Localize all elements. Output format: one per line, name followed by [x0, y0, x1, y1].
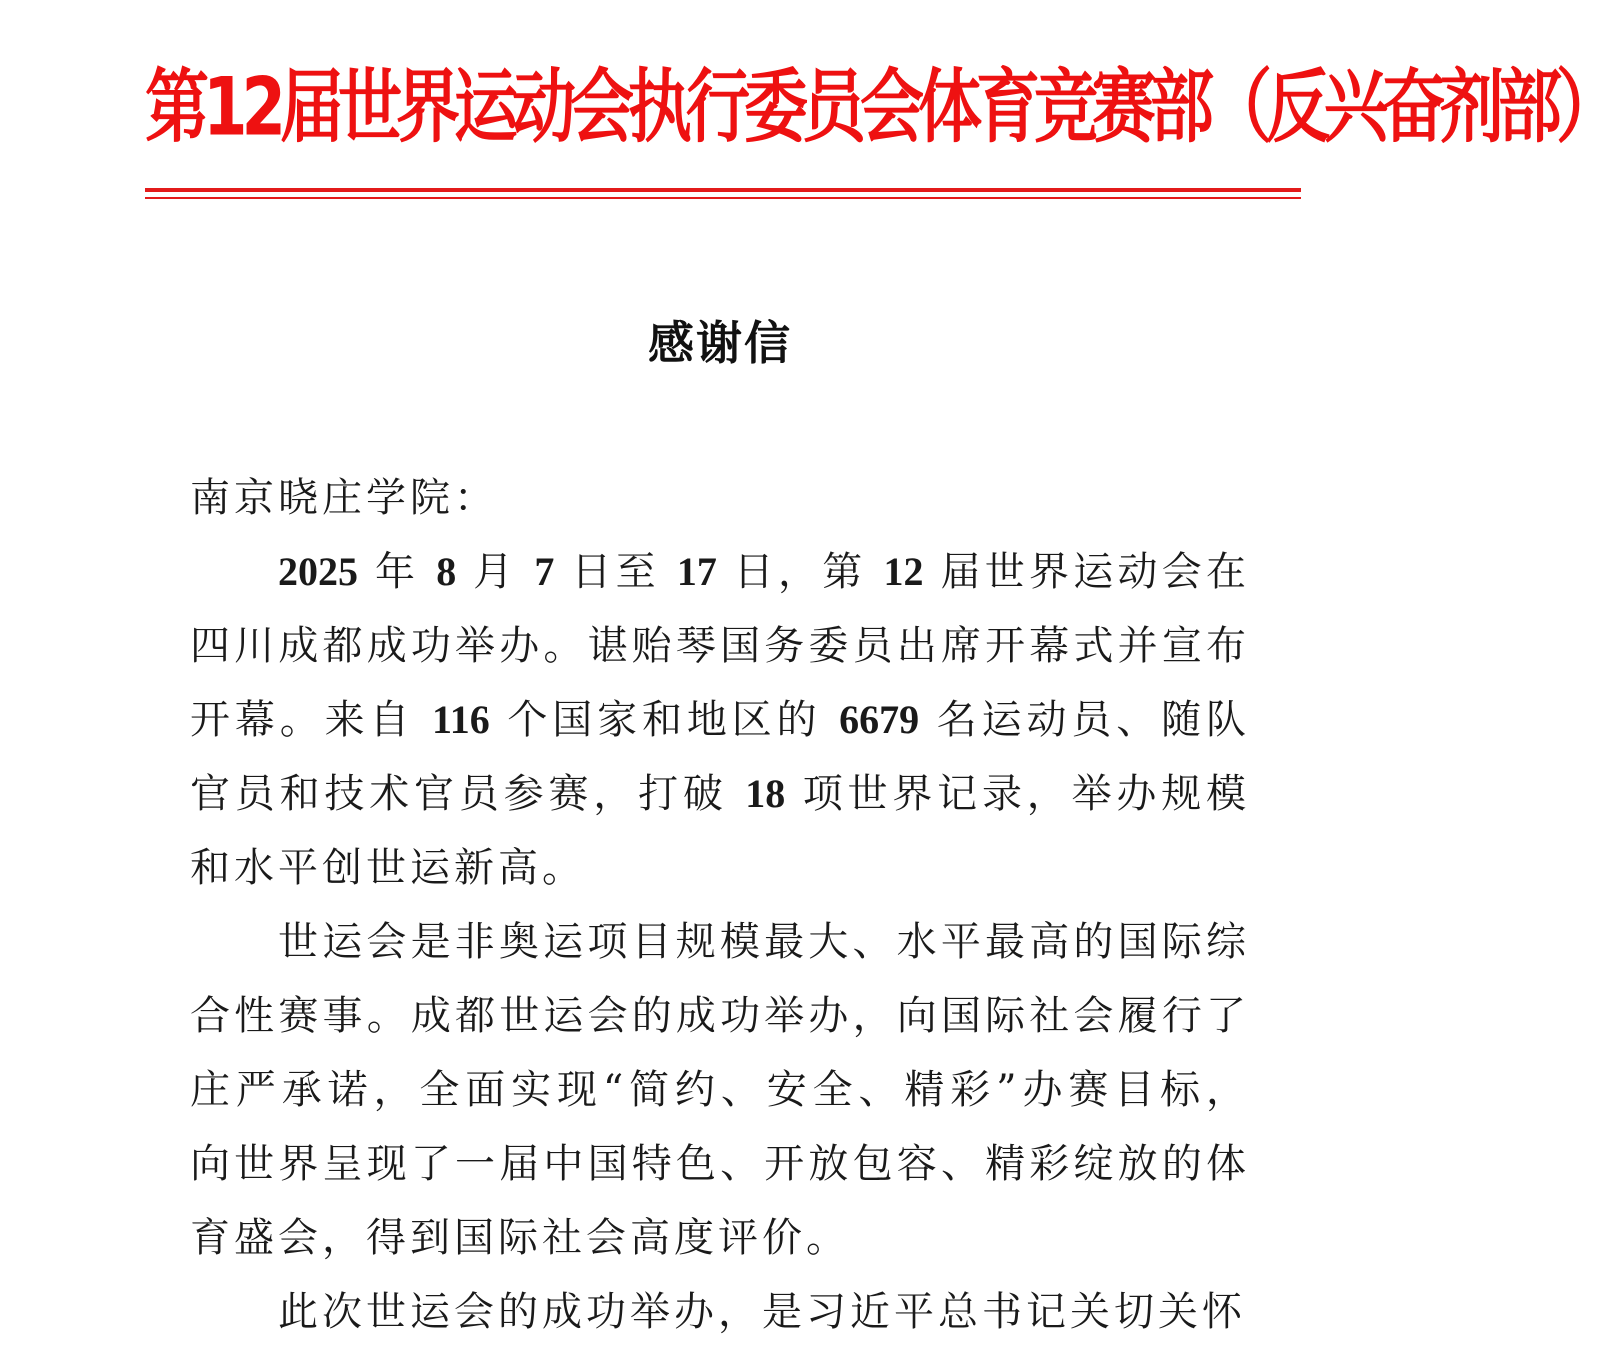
- numeral: 17: [676, 549, 717, 594]
- letter-body: [190, 461, 1250, 1349]
- numeral: 8: [436, 549, 457, 594]
- numeral: 116: [432, 697, 490, 742]
- document-title: 感谢信: [648, 316, 792, 370]
- numeral: 2025: [278, 549, 358, 594]
- numeral: 7: [534, 549, 555, 594]
- paragraph-2: 世运会是非奥运项目规模最大、水平最高的国际综合性赛事。成都世运会的成功举办，向国际社会履行了庄严承诺，全面实现“简约、安全、精彩”办赛目标，向世界呈现了一届中国特色、开放包容、精彩绽放的体育盛会，得到国际社会高度评价。: [190, 919, 1250, 1261]
- numeral: 12: [883, 549, 924, 594]
- salutation: 南京晓庄学院：: [190, 475, 498, 521]
- letterhead-divider-thin: [145, 197, 1301, 199]
- letterhead-org-name: 第12届世界运动会执行委员会体育竞赛部（反兴奋剂部）: [145, 61, 1614, 155]
- paragraph-3: 此次世运会的成功举办，是习近平总书记关切关怀: [278, 1289, 1246, 1335]
- paragraph-1: 2025 年 8 月 7 日至 17 日，第 12 届世界运动会在四川成都成功举办。谌贻琴国务委员出席开幕式并宣布开幕。来自 116 个国家和地区的 6679 名运动员、随队官员和技术官员参赛，打破 18 项世界记录，举办规模和水平创世运新高。: [190, 549, 1251, 891]
- numeral: 18: [745, 771, 786, 816]
- numeral: 6679: [839, 697, 920, 742]
- letterhead: [145, 38, 1614, 178]
- letterhead-divider-thick: [145, 188, 1301, 192]
